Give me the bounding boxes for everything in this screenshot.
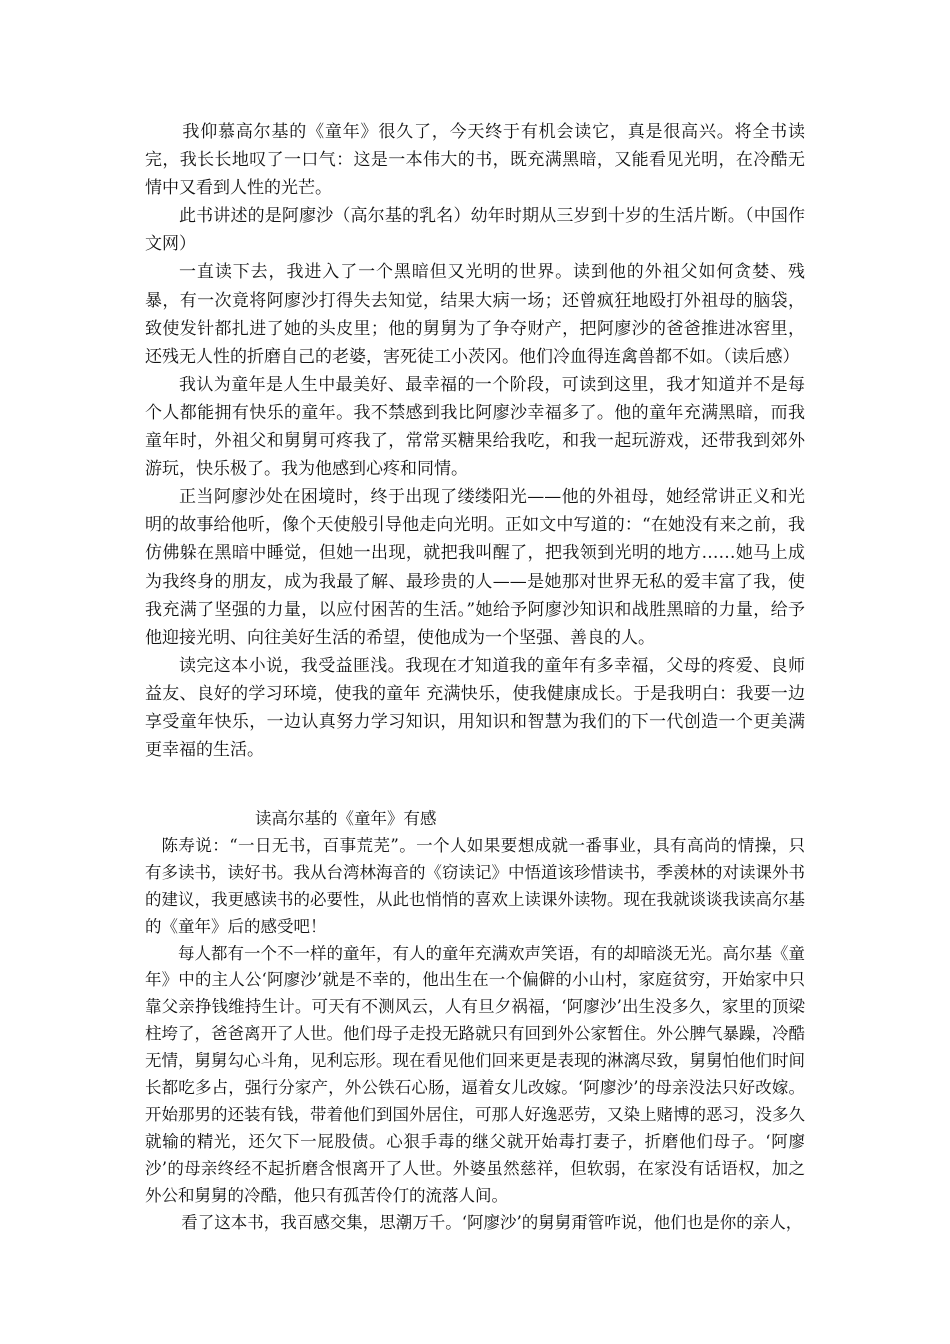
essay-2-paragraph-2: 每人都有一个不一样的童年，有人的童年充满欢声笑语，有的却暗淡无光。高尔基《童年》中的主人公‘阿廖沙’就是不幸的，他出生在一个偏僻的小山村，家庭贫穷，开始家中只靠父亲挣钱维持生计。可天有不测风云，人有旦夕祸福，‘阿廖沙’出生没多久，家里的顶梁柱垮了，爸爸离开了人世。他们母子走投无路就只有回到外公家暂住。外公脾气暴躁，冷酷无情，舅舅勾心斗角，见利忘形。现在看见他们回来更是表现的淋漓尽致，舅舅怕他们时间长都吃多占，强行分家产，外公铁石心肠，逼着女儿改嫁。‘阿廖沙’的母亲没法只好改嫁。开始那男的还装有钱，带着他们到国外居住，可那人好逸恶劳，又染上赌博的恶习，没多久就输的精光，还欠下一屁股债。心狠手毒的继父就开始毒打妻子，折磨他们母子。‘阿廖沙’的母亲终经不起折磨含恨离开了人世。外婆虽然慈祥，但软弱，在家没有话语权，加之外公和舅舅的冷酷，他只有孤苦伶仃的流落人间。 xyxy=(145,943,805,1205)
essay-2-paragraph-1: 陈寿说：“一日无书，百事荒芜”。一个人如果要想成就一番事业，具有高尚的情操，只有多读书，读好书。我从台湾林海音的《窃读记》中悟道该珍惜读书，季羡林的对读课外书的建议，我更感读书的必要性，从此也悄悄的喜欢上读课外读物。现在我就谈谈我读高尔基的《童年》后的感受吧！ xyxy=(145,835,805,936)
essay-2-title: 读高尔基的《童年》有感 xyxy=(255,809,437,828)
essay-2 xyxy=(145,806,805,1237)
essay-1-paragraph-6: 读完这本小说，我受益匪浅。我现在才知道我的童年有多幸福，父母的疼爱、良师益友、良好的学习环境，使我的童年 充满快乐，使我健康成长。于是我明白：我要一边享受童年快乐，一边认真努力学习知识，用知识和智慧为我们的下一代创造一个更美满更幸福的生活。 xyxy=(145,655,805,761)
essay-1-paragraph-2: 此书讲述的是阿廖沙（高尔基的乳名）幼年时期从三岁到十岁的生活片断。（中国作文网） xyxy=(145,206,805,255)
essay-2-paragraph-3: 看了这本书，我百感交集，思潮万千。‘阿廖沙’的舅舅甭管咋说，他们也是你的亲人， xyxy=(181,1212,803,1232)
essay-1-paragraph-4: 我认为童年是人生中最美好、最幸福的一个阶段，可读到这里，我才知道并不是每个人都能拥有快乐的童年。我不禁感到我比阿廖沙幸福多了。他的童年充满黑暗，而我童年时，外祖父和舅舅可疼我了，常常买糖果给我吃，和我一起玩游戏，还带我到郊外游玩，快乐极了。我为他感到心疼和同情。 xyxy=(145,374,805,480)
essay-1-paragraph-3: 一直读下去，我进入了一个黑暗但又光明的世界。读到他的外祖父如何贪婪、残暴，有一次竟将阿廖沙打得失去知觉，结果大病一场；还曾疯狂地殴打外祖母的脑袋，致使发针都扎进了她的头皮里；他的舅舅为了争夺财产，把阿廖沙的爸爸推进冰窖里，还残无人性的折磨自己的老婆，害死徒工小茨冈。他们冷血得连禽兽都不如。（读后感） xyxy=(145,262,805,367)
essay-1-paragraph-5: 正当阿廖沙处在困境时，终于出现了缕缕阳光——他的外祖母，她经常讲正义和光明的故事给他听，像个天使般引导他走向光明。正如文中写道的：“在她没有来之前，我仿佛躲在黑暗中睡觉，但她一出现，就把我叫醒了，把我领到光明的地方……她马上成为我终身的朋友，成为我最了解、最珍贵的人——是她那对世界无私的爱丰富了我，使我充满了坚强的力量，以应付困苦的生活。”她给予阿廖沙知识和战胜黑暗的力量，给予他迎接光明、向往美好生活的希望，使他成为一个坚强、善良的人。 xyxy=(145,487,805,648)
essay-1-paragraph-1: 我仰慕高尔基的《童年》很久了，今天终于有机会读它，真是很高兴。将全书读完，我长长地叹了一口气：这是一本伟大的书，既充满黑暗，又能看见光明，在冷酷无情中又看到人性的光芒。 xyxy=(145,122,805,199)
essay-1 xyxy=(145,118,805,764)
